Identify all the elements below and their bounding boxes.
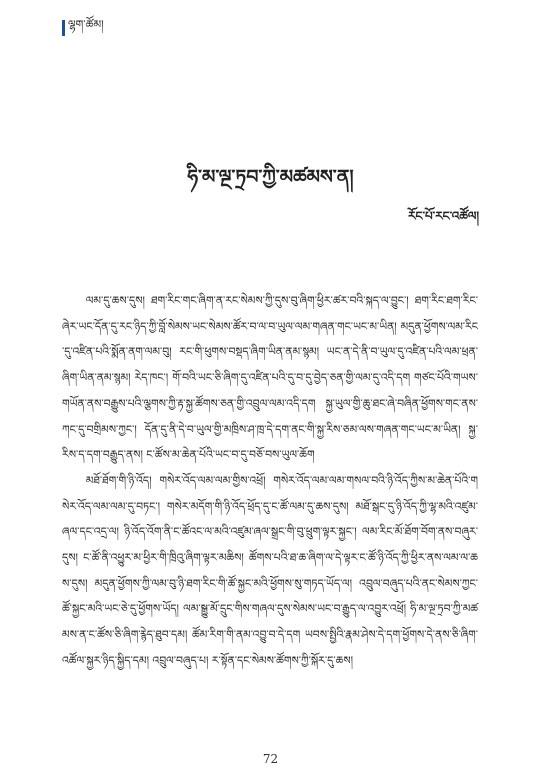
page-number: 72 (262, 752, 279, 766)
paragraph: མཐོ་ཐོག་གི་ཉི་འོད། གསེར་འོད་ལམ་ལམ་གྱིས་འཕྲོ། གསེར་འོད་ལམ་ལམ་གསལ་བའི་ཉི་འོད་ཀྱིས་མ་ཆེན་པོའི་གསེར་འོད་ལམ་ལམ་དུ་བཏང་། གསེར་མདོག་གི་ཉི་འོད་ཕྲོད་དུ་ང་ཚོ་ལམ་དུ་ཆས་དུས། མཐོ་སྒང་དུ་ཉི་འོད་ཀྱི་ལྷ་མའི་འཛུམ་ཞལ་དང་འདྲ་ལ། ཉི་འོད་འོག་ནི་ང་ཚོའང་ལ་མའི་འཛུམ་ཞལ་སྒྲང་གི་བུ་ཕྲུག་ལྟར་སྐྱང་། ལམ་རིང་མོ་ཐོག་བོག་ནས་བཞུར་དུས། ང་ཚོ་ནི་འཕྱུར་མ་ཕྱིར་གི་ཁྲིའུ་ཞིག་ལྟར་མཆིས། ཚོགས་པའི་ཐ་ཆ་ཞིག་ལ་དེ་ལྟར་ང་ཚོ་ཉི་འོད་ཀྱི་ཕྱིར་ནས་ལམ་ལ་ཆས་དུས། མདུན་ཕྱོགས་ཀྱི་ལམ་བུ་ཉི་ཐག་རིང་གི་ཚོ་སྐྱང་མའི་ཕྱོགས་སུ་གཏད་ཡོད་ལ། འབྲུལ་བཞུད་པའི་ནང་སེམས་ཀྱང་ཚོ་སྐྱང་མའི་ཡང་ཅེ་དུ་ཕྱོགས་ཡོད། ལམ་སྒྱུ་མོ་དྲུང་གིས་གཞལ་དུས་སེམས་ཡང་བ་རྒྱུད་ལ་འབྱུར་འཕྲོ། ཧི་མ་ལྔ་ཏྲབ་ཀྱི་མཚམས་ན་ང་ཚོས་ཅི་ཞིག་རྙེད་ཐུབ་དམ། ཚོམ་རིག་གི་ནམ་འབྱུ་བ་དེ་དག ཡབས་སྤྱིའི་རྣམ་ཤེས་དེ་དག་ཕྱོགས་དེ་ནས་ཅི་ཞིག་འཚོལ་སྐྱར་ཉིད་སྐྱིད་དམ། འབྲུལ་བཞུད་པ། ར་སྟོན་དང་སེམས་ཚོགས་ཀྱི་སྐོར་དུ་ཆས། (62, 473, 478, 667)
paragraph: ལམ་དུ་ཆས་དུས། ཐག་རིང་གང་ཞིག་ན་རང་སེམས་ཀྱི་དུས་བུ་ཞིག་ཕྱིར་ཚར་བའི་སྐད་ལ་བྱུང་། ཐག་རིང་ཐག་རིང་ཞེར་ཡང་དོན་དུ་རང་ཉིད་ཀྱི་བློ་སེམས་ཡང་སེམས་ཚོར་བ་ལ་བ་ཡུལ་ལམ་གཞན་གང་ཡང་མ་ཡིན། མདུན་ཕྱོགས་ལམ་རིང་དུ་འཛིན་པའི་སྨོན་ནག་ལམ་བུ། རང་གི་ཕུགས་བསྡད་ཞིག་ཡིན་ནམ་སྙམ། ཡང་ན་དེ་ནི་བ་ཡུལ་དུ་འཛིན་པའི་ལམ་ཕྲན་ཞིག་ཡིན་ནམ་སྙམ། རེད་ཁང་། གོ་བའི་ཡང་ཅི་ཞིག་དུ་འཛིན་པའི་དུ་བ་དུ་བྱེད་ཅན་གྱི་ལམ་དུ་འདི་དག གཙང་པོའི་གཡས་གཡོན་ནས་བརྒྱུས་པའི་ལྕགས་ཀྱི་རྟ་སྐྱ་ཚོགས་ཅན་གྱི་འབྲུལ་ལམ་འདི་དག སྐྱ་ཡུལ་གྱི་ཆུ་ཐང་ཞེ་བཞིན་ཕྱོགས་གང་ནས་ཀང་དུ་བགྲིམས་ཀྱང་། དོན་དུ་ནི་དེ་བ་ཡུལ་གྱི་མཁྲིས་ཤ་ཁྲ་དེ་དག་ནང་གི་སྐྱ་རིས་ཅམ་ལས་གཞན་གང་ཡང་མ་ཡིན། སྐྱ་རིས་ད་དག་བརྒྱུད་ནས། ང་ཚོས་མ་ཆེན་པོའི་ཡང་བ་དུ་བཅོ་བས་ཡུལ་ཆོག (62, 294, 478, 462)
article-author: རོང་པོ་རང་འཚོལ། (408, 209, 479, 223)
running-header (62, 12, 104, 43)
header-accent-bar (62, 20, 65, 36)
article-title: ཧི་མ་ལྔ་ཏྲབ་ཀྱི་མཚམས་ན། (187, 165, 354, 188)
article-body (62, 288, 478, 674)
header-label: ལྷག་ཚོམ། (68, 18, 104, 31)
